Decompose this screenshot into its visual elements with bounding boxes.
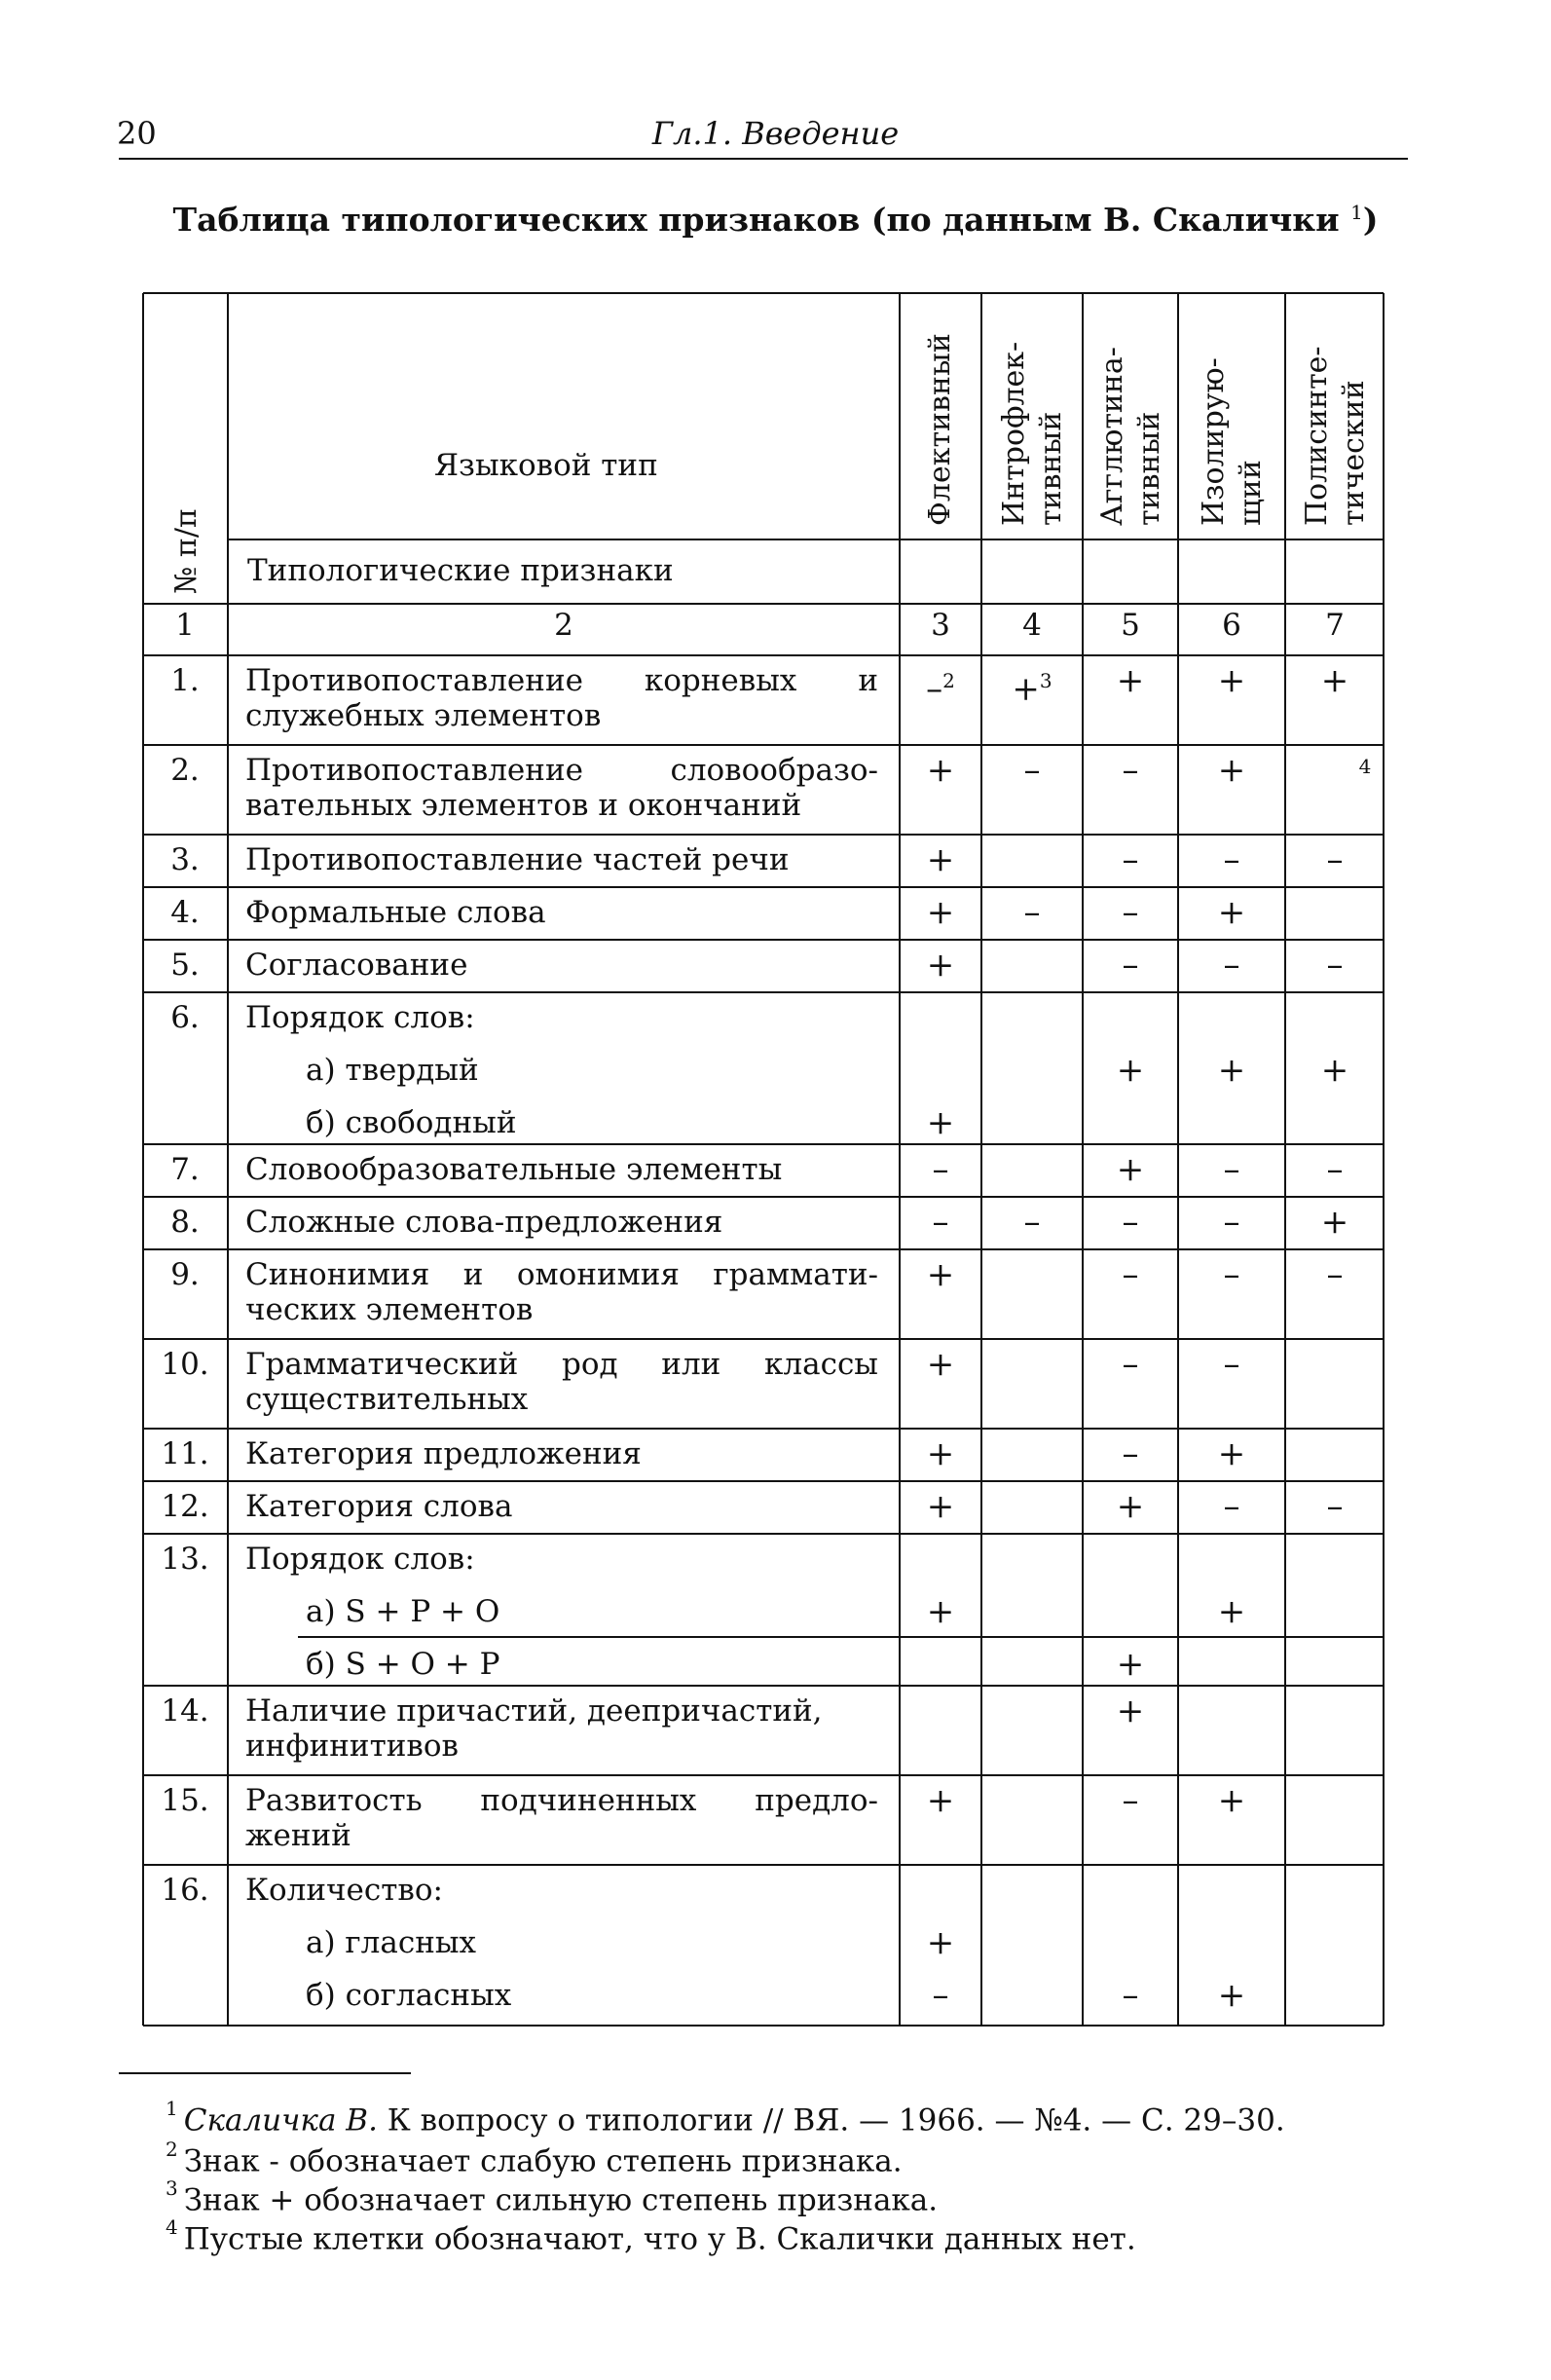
column-number: 5: [1121, 608, 1140, 643]
feature-label: Согласование: [245, 948, 468, 983]
feature-label: Грамматический род или классы: [245, 1347, 878, 1382]
column-number: 3: [931, 608, 950, 643]
row-number: 15.: [161, 1783, 209, 1818]
plus-mark: +: [1320, 1203, 1349, 1242]
footnote-4: [166, 2213, 1136, 2257]
footnote-number: 1: [166, 2097, 178, 2120]
plus-mark: +: [1217, 1976, 1246, 2015]
feature-label: Порядок слов:: [245, 1542, 475, 1577]
type-column-header: Флективный: [923, 333, 957, 526]
plus-mark: +: [926, 1487, 955, 1526]
plus-mark: +: [926, 840, 955, 879]
column-number: 1: [175, 608, 195, 643]
feature-label: б) S + O + P: [306, 1647, 500, 1682]
plus-mark: +: [1116, 1645, 1145, 1684]
minus-mark: –$^2$: [926, 669, 955, 709]
plus-mark: +: [926, 946, 955, 985]
minus-mark: –: [1122, 1976, 1139, 2015]
type-column-header: тивный: [1034, 411, 1068, 526]
footnote-ref: 2: [942, 669, 955, 692]
plus-mark: +: [926, 1434, 955, 1473]
column-number: 6: [1222, 608, 1241, 643]
plus-mark: +: [1217, 893, 1246, 932]
feature-label: Синонимия и омонимия граммати-: [245, 1257, 878, 1292]
minus-mark: –: [1122, 840, 1139, 879]
minus-mark: –: [1122, 1434, 1139, 1473]
row-number: 4.: [170, 895, 200, 930]
feature-label: Наличие причастий, деепричастий,: [245, 1693, 823, 1729]
feature-label: Порядок слов:: [245, 1000, 475, 1035]
minus-mark: –: [1223, 1345, 1240, 1384]
minus-mark: –: [1223, 1255, 1240, 1294]
footnote-text: Знак - обозначает слабую степень признака.: [183, 2143, 903, 2179]
feature-label: служебных элементов: [245, 698, 602, 733]
row-number: 12.: [161, 1489, 209, 1524]
plus-mark: +: [926, 751, 955, 790]
plus-mark: +: [926, 1103, 955, 1142]
row-number: 13.: [161, 1542, 209, 1577]
feature-label: а) S + P + O: [306, 1594, 500, 1629]
row-number: 8.: [170, 1205, 200, 1240]
feature-label: Словообразовательные элементы: [245, 1152, 783, 1187]
minus-mark: –: [1122, 1255, 1139, 1294]
row-number: 1.: [170, 663, 200, 698]
row-number: 6.: [170, 1000, 200, 1035]
row-number: 11.: [161, 1436, 209, 1471]
row-number: 16.: [161, 1873, 209, 1908]
type-column-header: тивный: [1132, 411, 1166, 526]
page-number: 20: [117, 115, 157, 152]
minus-mark: –: [1223, 946, 1240, 985]
plus-mark: +: [1116, 1150, 1145, 1189]
table-title-text: Таблица типологических признаков (по данным В. Скалички: [172, 201, 1340, 239]
minus-mark: –: [1223, 1150, 1240, 1189]
feature-label: Развитость подчиненных предло-: [245, 1783, 878, 1818]
footnote-number: 2: [166, 2138, 178, 2161]
feature-label: Противопоставление словообразо-: [245, 753, 878, 788]
plus-mark: +: [926, 1345, 955, 1384]
feature-label: существительных: [245, 1382, 529, 1417]
feature-label: Противопоставление частей речи: [245, 842, 790, 877]
feature-label: инфинитивов: [245, 1729, 459, 1764]
running-head: Гл.1. Введение: [651, 115, 900, 152]
feature-label: вательных элементов и окончаний: [245, 788, 802, 823]
minus-mark: –: [1122, 1203, 1139, 1242]
table-title-closing: ): [1362, 201, 1379, 239]
feature-label: Категория предложения: [245, 1436, 642, 1471]
minus-mark: –: [1326, 946, 1344, 985]
row-number: 14.: [161, 1693, 209, 1729]
typology-table: [142, 292, 1385, 2026]
plus-mark: +: [1320, 1051, 1349, 1090]
feature-label: ческих элементов: [245, 1292, 534, 1327]
column-number: 2: [554, 608, 573, 643]
type-column-header: тический: [1337, 380, 1371, 526]
plus-mark: +: [926, 1781, 955, 1820]
footnote-number: 3: [166, 2176, 178, 2200]
footnote-rule: [119, 2072, 411, 2074]
type-column-header: Агглютина-: [1095, 347, 1129, 526]
minus-mark: –: [932, 1976, 949, 2015]
minus-mark: –: [932, 1203, 949, 1242]
minus-mark: –: [1122, 893, 1139, 932]
feature-label: Категория слова: [245, 1489, 513, 1524]
plus-mark: +: [1217, 751, 1246, 790]
plus-mark: +: [1217, 1781, 1246, 1820]
row-number: 5.: [170, 948, 200, 983]
plus-mark: +: [1116, 1487, 1145, 1526]
minus-mark: –: [1223, 1203, 1240, 1242]
plus-mark: +: [1217, 661, 1246, 700]
footnote-text: Знак + обозначает сильную степень признака.: [183, 2182, 939, 2218]
type-column-header: Интрофлек-: [997, 341, 1031, 526]
row-number: 3.: [170, 842, 200, 877]
minus-mark: –: [1122, 1345, 1139, 1384]
feature-label: а) гласных: [306, 1925, 477, 1960]
row-number: 7.: [170, 1152, 200, 1187]
minus-mark: –: [1122, 751, 1139, 790]
minus-mark: –: [932, 1150, 949, 1189]
row-number: 2.: [170, 753, 200, 788]
plus-mark: +: [926, 893, 955, 932]
footnote-text: Пустые клетки обозначают, что у В. Скалички данных нет.: [183, 2221, 1136, 2257]
type-column-header: Изолирую-: [1197, 357, 1231, 526]
minus-mark: –: [1023, 1203, 1041, 1242]
feature-label: Сложные слова-предложения: [245, 1205, 723, 1240]
minus-mark: –: [1122, 1781, 1139, 1820]
minus-mark: –: [1326, 1150, 1344, 1189]
header-rule: [119, 158, 1408, 160]
minus-mark: –: [1326, 1487, 1344, 1526]
plus-mark: +: [1217, 1434, 1246, 1473]
footnote-number: 4: [166, 2215, 178, 2239]
row-number: 9.: [170, 1257, 200, 1292]
feature-header: Типологические признаки: [247, 553, 674, 588]
footnote-1: [166, 2094, 1285, 2138]
feature-label: а) твердый: [306, 1053, 479, 1088]
table-title: [0, 201, 1551, 239]
minus-mark: –: [1023, 751, 1041, 790]
rownum-header: № п/п: [169, 507, 203, 594]
feature-label: б) согласных: [306, 1978, 512, 2013]
minus-mark: –: [1223, 840, 1240, 879]
minus-mark: –: [1326, 1255, 1344, 1294]
plus-mark: +: [926, 1255, 955, 1294]
footnote-mark: [1336, 749, 1394, 792]
plus-mark: +: [1116, 1692, 1145, 1730]
footnote-text: К вопросу о типологии // ВЯ. — 1966. — №4. — С. 29–30.: [387, 2102, 1285, 2138]
row-number: 10.: [161, 1347, 209, 1382]
plus-mark: +: [926, 1592, 955, 1631]
plus-mark: +: [1116, 1051, 1145, 1090]
table-title-footnote-mark: 1: [1350, 201, 1363, 224]
plus-mark: +: [1320, 661, 1349, 700]
feature-label: Количество:: [245, 1873, 443, 1908]
minus-mark: –: [1326, 840, 1344, 879]
feature-label: б) свободный: [306, 1105, 517, 1140]
type-column-header: Полисинте-: [1300, 346, 1334, 526]
footnote-ref: 3: [1039, 669, 1052, 692]
minus-mark: –: [1023, 893, 1041, 932]
feature-label: Формальные слова: [245, 895, 546, 930]
footnote-ref: 4: [1358, 755, 1372, 778]
plus-mark: +: [1217, 1592, 1246, 1631]
footnote-author: Скаличка В.: [183, 2102, 388, 2138]
plus-mark: +: [1116, 661, 1145, 700]
plus-mark: +$^3$: [1012, 669, 1052, 709]
minus-mark: –: [1122, 946, 1139, 985]
type-header: Языковой тип: [434, 448, 658, 483]
plus-mark: +: [926, 1923, 955, 1962]
feature-label: Противопоставление корневых и: [245, 663, 878, 698]
type-column-header: щий: [1234, 460, 1268, 526]
column-number: 7: [1325, 608, 1345, 643]
minus-mark: –: [1223, 1487, 1240, 1526]
feature-label: жений: [245, 1818, 351, 1853]
column-number: 4: [1022, 608, 1042, 643]
plus-mark: +: [1217, 1051, 1246, 1090]
